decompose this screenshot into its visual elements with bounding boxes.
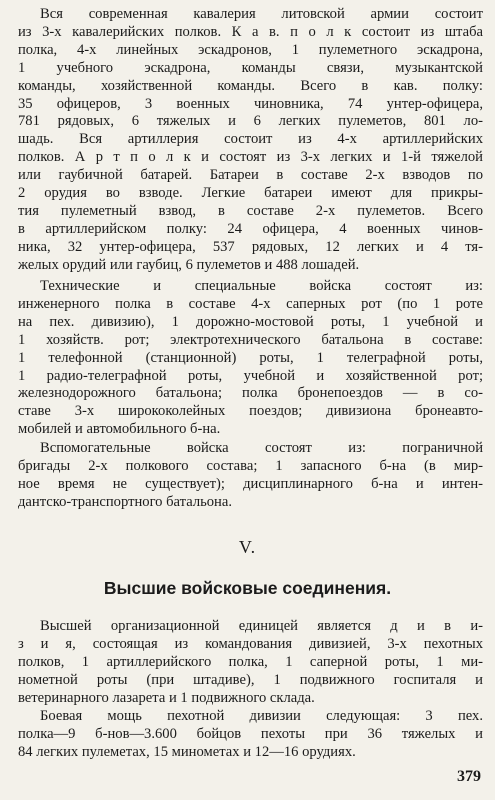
paragraph-auxiliary-troops bbox=[18, 440, 483, 512]
paragraph-combat-strength bbox=[18, 708, 483, 762]
text-line: 781 рядовых, 6 тяжелых и 6 легких пулеметов, 801 ло- bbox=[18, 113, 483, 130]
text-line: 1 хозяйств. рот; электротехнического батальона в составе: bbox=[18, 331, 483, 348]
text-line: из 3-х кавалерийских полков. К а в. п о л к состоит из штаба bbox=[18, 23, 483, 40]
text-line: ставе 3-х ширококолейных поездов; дивизиона бронеавто- bbox=[18, 403, 483, 420]
text-line: полка—9 б-нов—3.600 бойцов пехоты при 36 тяжелых и bbox=[18, 725, 483, 742]
text-line: тия пулеметный взвод, в составе 2-х пулеметов. Всего bbox=[18, 202, 483, 219]
section-title: Высшие войсковые соединения. bbox=[103, 578, 392, 598]
text-line: в артиллерийском полку: 24 офицера, 4 военных чинов- bbox=[18, 220, 483, 237]
text-line: Высшей организационной единицей является д и в и- bbox=[40, 618, 483, 634]
text-line: з и я, состоящая из командования дивизией, 3-х пехотных bbox=[18, 635, 483, 652]
paragraph-division bbox=[18, 618, 483, 708]
text-line: бригады 2-х полкового состава; 1 запасного б-на (в мир- bbox=[18, 457, 483, 474]
text-line: ника, 32 унтер-офицера, 537 рядовых, 12 легких и 4 тя- bbox=[18, 238, 483, 255]
text-line: Технические и специальные войска состоят из: bbox=[40, 278, 483, 294]
text-line: Вспомогательные войска состоят из: пограничной bbox=[40, 440, 483, 456]
text-line: полков. А р т п о л к и состоят из 3-х легких и 1-й тяжелой bbox=[18, 149, 483, 166]
text-line: инженерного полка в составе 4-х саперных рот (по 1 роте bbox=[18, 295, 483, 312]
text-line: 2 орудия во взводе. Легкие батареи имеют для прикры- bbox=[18, 185, 483, 202]
text-line: 84 легких пулеметах, 15 минометах и 12—16 орудиях. bbox=[18, 743, 356, 760]
text-line: дантско-транспортного батальона. bbox=[18, 493, 232, 510]
section-numeral: V. bbox=[238, 537, 257, 557]
paragraph-technical-troops bbox=[18, 278, 483, 439]
text-line: полков, 1 артиллерийского полка, 1 саперной роты, 1 ми- bbox=[18, 653, 483, 670]
text-line: 35 офицеров, 3 военных чиновника, 74 унтер-офицера, bbox=[18, 95, 483, 112]
text-line: мобилей и автомобильного б-на. bbox=[18, 421, 221, 438]
text-line: железнодорожного батальона; полка бронепоездов — в со- bbox=[18, 385, 483, 402]
page-number: 379 bbox=[457, 768, 481, 785]
text-line: шадь. Вся артиллерия состоит из 4-х артиллерийских bbox=[18, 131, 483, 148]
text-line: команды, хозяйственной команды. Всего в кав. полку: bbox=[18, 77, 483, 94]
text-line: желых орудий или гаубиц, 6 пулеметов и 488 лошадей. bbox=[18, 256, 360, 273]
text-line: нометной роты (при штадиве), 1 подвижного госпиталя и bbox=[18, 671, 483, 688]
text-line: на пех. дивизию), 1 дорожно-мостовой роты, 1 учебной и bbox=[18, 313, 483, 330]
text-line: Вся современная кавалерия литовской армии состоит bbox=[40, 6, 483, 22]
paragraph-cavalry-artillery bbox=[18, 6, 483, 275]
text-line: Боевая мощь пехотной дивизии следующая: 3 пех. bbox=[40, 708, 483, 724]
text-line: 1 телефонной (станционной) роты, 1 телеграфной роты, bbox=[18, 349, 483, 366]
text-line: полка, 4-х линейных эскадронов, 1 пулеметного эскадрона, bbox=[18, 41, 483, 58]
text-line: ное время не существует); дисциплинарного б-на и интен- bbox=[18, 475, 483, 492]
text-line: ветеринарного лазарета и 1 подвижного склада. bbox=[18, 689, 315, 706]
text-line: или гаубичной батарей. Батареи в составе 2-х взводов по bbox=[18, 167, 483, 184]
text-line: 1 радио-телеграфной роты, учебной и хозяйственной рот; bbox=[18, 367, 483, 384]
text-line: 1 учебного эскадрона, команды связи, музыкантской bbox=[18, 59, 483, 76]
